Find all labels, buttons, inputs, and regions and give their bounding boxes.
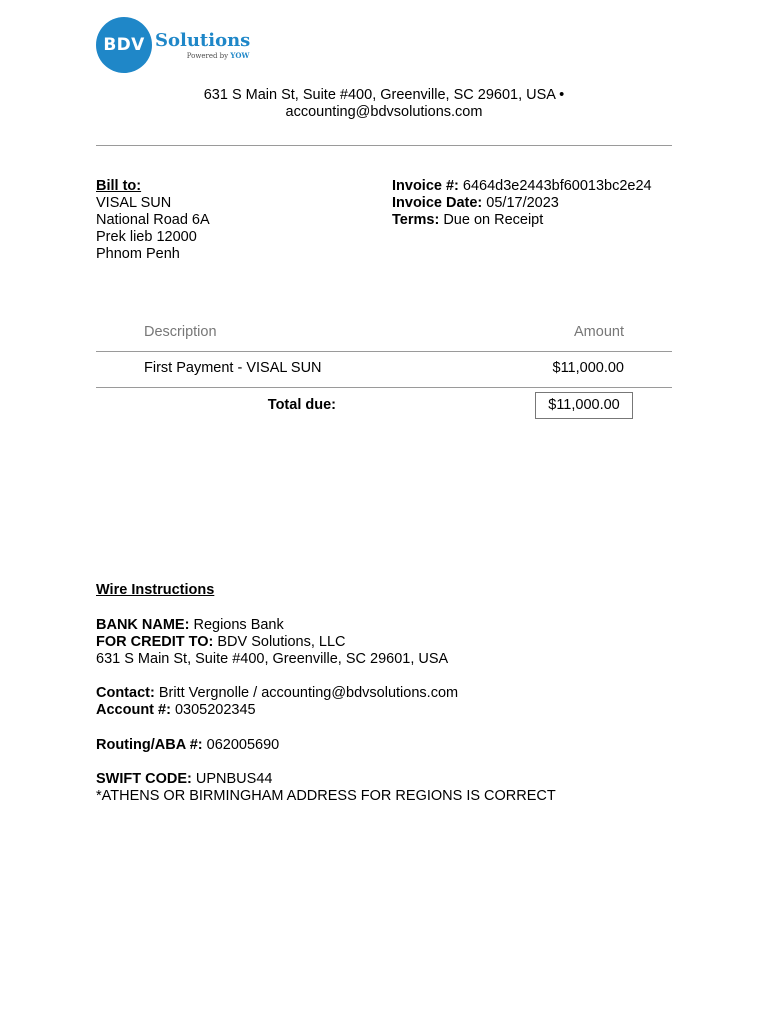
invoice-date-label: Invoice Date: [392,195,483,211]
swift-label: SWIFT CODE: [96,771,192,787]
contact-row [96,685,556,702]
company-email: accounting@bdvsolutions.com [285,104,483,120]
bill-to-label: Bill to: [96,178,142,194]
invoice-meta [392,178,652,229]
bank-name: Regions Bank [193,616,284,633]
invoice-number-row [392,178,652,195]
account-number: 0305202345 [174,702,256,718]
logo-powered-prefix: Powered by [186,52,229,60]
spacer [96,599,556,617]
column-header-amount: Amount [574,324,624,340]
credit-to: BDV Solutions, LLC [217,633,346,650]
logo-name: Solutions [155,30,251,51]
credit-to-row [96,634,556,651]
wire-instructions [96,582,556,805]
invoice-date-row [392,195,652,212]
routing-number: 062005690 [206,736,280,753]
table-row-divider [96,387,672,388]
company-address [0,87,768,121]
contact: Britt Vergnolle / accounting@bdvsolutions.com [158,685,459,701]
credit-address: 631 S Main St, Suite #400, Greenville, SC 29601, USA [96,650,449,667]
bill-to-city: Phnom Penh [96,246,180,262]
bill-to-street: National Road 6A [96,212,210,228]
routing-row [96,737,556,754]
swift-row [96,771,556,788]
company-logo [96,17,250,73]
invoice-terms: Due on Receipt [443,212,544,228]
total-due-label: Total due: [267,397,336,413]
bill-to-name: VISAL SUN [96,195,172,211]
invoice-number-label: Invoice #: [392,178,459,194]
logo-wordmark [155,29,250,61]
bill-to-block [96,178,210,263]
total-due-box [535,392,633,419]
total-due-value: $11,000.00 [548,397,620,413]
spacer [96,719,556,737]
swift-code: UPNBUS44 [195,771,273,787]
invoice-date: 05/17/2023 [486,195,559,211]
column-header-description: Description [144,324,217,340]
logo-powered-brand: YOW [230,51,250,60]
logo-badge [96,17,152,73]
invoice-terms-row [392,212,652,229]
contact-label: Contact: [96,685,155,701]
line-item-amount: $11,000.00 [552,360,624,376]
bank-name-row [96,617,556,634]
invoice-number: 6464d3e2443bf60013bc2e24 [462,178,652,194]
logo-initials: BDV [103,34,145,55]
account-label: Account #: [96,702,171,718]
invoice-terms-label: Terms: [392,212,440,228]
routing-label: Routing/ABA #: [96,736,203,753]
wire-note: *ATHENS OR BIRMINGHAM ADDRESS FOR REGIONS IS CORRECT [96,788,556,804]
line-item-description: First Payment - VISAL SUN [144,360,322,376]
table-header-divider [96,351,672,352]
spacer [96,754,556,772]
logo-tagline [187,51,250,61]
account-row [96,702,556,719]
wire-title: Wire Instructions [96,582,215,598]
header-divider [96,145,672,146]
bank-name-label: BANK NAME: [96,616,190,633]
company-address-line: 631 S Main St, Suite #400, Greenville, SC 29601, USA • [203,87,565,103]
credit-to-label: FOR CREDIT TO: [96,633,214,650]
spacer [96,668,556,686]
bill-to-city-postal: Prek lieb 12000 [96,229,197,245]
